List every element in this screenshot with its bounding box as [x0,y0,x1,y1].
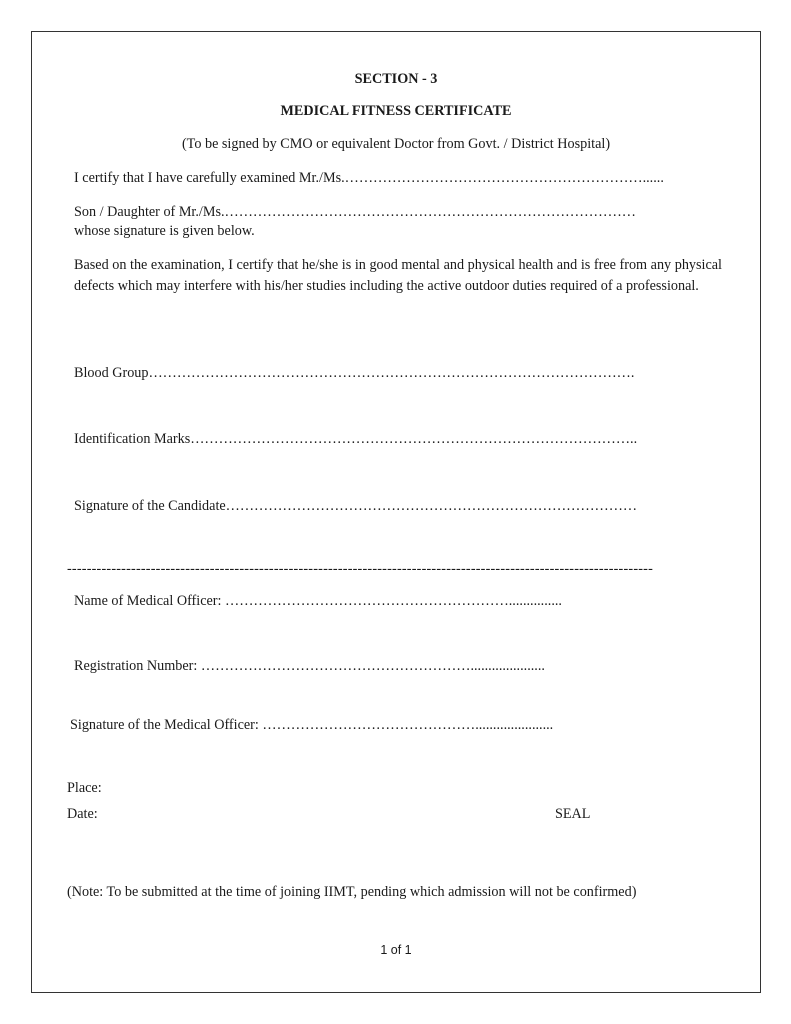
signature-note-line: whose signature is given below. [74,223,255,239]
candidate-signature-field: Signature of the Candidate…………………………………………………………………………… [74,498,638,514]
date-label: Date: [67,806,98,822]
registration-number-field: Registration Number: …………………………………………………..................... [74,658,545,674]
certificate-subtitle: (To be signed by CMO or equivalent Doctor from Govt. / District Hospital) [181,136,611,152]
parent-line: Son / Daughter of Mr./Ms.…………………………………………………………………………… [74,204,636,220]
place-label: Place: [67,780,102,796]
officer-name-field: Name of Medical Officer: ……………………………………………………............... [74,593,562,609]
seal-label: SEAL [555,806,591,822]
section-divider: ----------------------------------------------------------------------------------------------------------------------- [67,561,654,577]
blood-group-field: Blood Group…………………………………………………………………………………………. [74,365,635,381]
certification-paragraph: Based on the examination, I certify that he/she is in good mental and physical health and is free from any physical defects which may interfere with his/her studies including the active outdoor duties required of a professional. [74,257,722,294]
submission-note: (Note: To be submitted at the time of joining IIMT, pending which admission will not be confirmed) [67,884,637,900]
section-heading: SECTION - 3 [354,71,438,87]
identification-marks-field: Identification Marks………………………………………………………………………………….. [74,431,638,447]
page-number: 1 of 1 [380,943,412,957]
certificate-title: MEDICAL FITNESS CERTIFICATE [280,103,512,119]
officer-signature-field: Signature of the Medical Officer: ………………………………………...................... [70,717,554,733]
examined-line: I certify that I have carefully examined Mr./Ms.………………………………………………………...... [74,170,664,186]
